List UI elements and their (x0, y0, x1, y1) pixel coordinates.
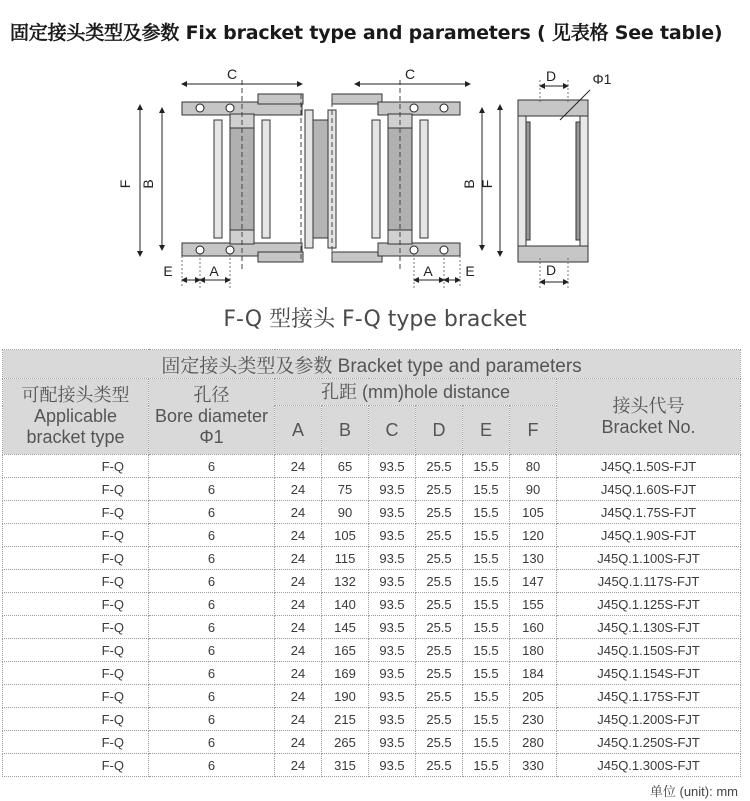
cell-bore: 6 (149, 731, 275, 754)
cell-c: 93.5 (369, 616, 416, 639)
cell-b: 115 (322, 547, 369, 570)
cell-c: 93.5 (369, 708, 416, 731)
cell-b: 105 (322, 524, 369, 547)
cell-b: 315 (322, 754, 369, 777)
table-row (3, 570, 741, 593)
cell-d: 25.5 (416, 478, 463, 501)
dim-label-c: C (226, 66, 238, 82)
cell-f: 330 (510, 754, 557, 777)
cell-f: 80 (510, 455, 557, 478)
cell-b: 75 (322, 478, 369, 501)
header-bracket-type: 可配接头类型 Applicable bracket type (3, 379, 149, 455)
cell-no: J45Q.1.200S-FJT (557, 708, 741, 731)
cell-b: 90 (322, 501, 369, 524)
header-bracket-no: 接头代号 Bracket No. (557, 379, 741, 455)
table-row (3, 754, 741, 777)
middle-link (258, 94, 382, 262)
cell-c: 93.5 (369, 731, 416, 754)
header-bore-diameter: 孔径 Bore diameter Φ1 (149, 379, 275, 455)
cell-b: 145 (322, 616, 369, 639)
cell-bore: 6 (149, 547, 275, 570)
cell-d: 25.5 (416, 731, 463, 754)
cell-bore: 6 (149, 662, 275, 685)
cell-no: J45Q.1.117S-FJT (557, 570, 741, 593)
cell-e: 15.5 (463, 593, 510, 616)
cell-bore: 6 (149, 639, 275, 662)
cell-bore: 6 (149, 524, 275, 547)
cell-e: 15.5 (463, 501, 510, 524)
dim-label-a: A (209, 263, 219, 279)
cell-type: F-Q (3, 501, 149, 524)
cell-a: 24 (275, 593, 322, 616)
cell-d: 25.5 (416, 524, 463, 547)
cell-e: 15.5 (463, 524, 510, 547)
cell-f: 155 (510, 593, 557, 616)
cell-a: 24 (275, 731, 322, 754)
table-row (3, 478, 741, 501)
cell-no: J45Q.1.154S-FJT (557, 662, 741, 685)
cell-a: 24 (275, 455, 322, 478)
cell-f: 90 (510, 478, 557, 501)
cell-a: 24 (275, 685, 322, 708)
header-e: E (463, 406, 510, 455)
dim-label-f: F (117, 179, 133, 189)
cell-f: 160 (510, 616, 557, 639)
cell-bore: 6 (149, 708, 275, 731)
cell-b: 190 (322, 685, 369, 708)
cell-bore: 6 (149, 616, 275, 639)
cell-e: 15.5 (463, 547, 510, 570)
cell-type: F-Q (3, 731, 149, 754)
header-f: F (510, 406, 557, 455)
table-row (3, 524, 741, 547)
cell-e: 15.5 (463, 478, 510, 501)
cell-c: 93.5 (369, 524, 416, 547)
cell-d: 25.5 (416, 455, 463, 478)
dim-label-e: E (163, 263, 173, 279)
cell-d: 25.5 (416, 570, 463, 593)
dim-label-d: D (545, 68, 557, 84)
cell-b: 140 (322, 593, 369, 616)
cell-a: 24 (275, 754, 322, 777)
cell-f: 130 (510, 547, 557, 570)
cell-b: 169 (322, 662, 369, 685)
cell-no: J45Q.1.90S-FJT (557, 524, 741, 547)
dim-label-e: E (465, 263, 475, 279)
cell-d: 25.5 (416, 662, 463, 685)
cell-c: 93.5 (369, 754, 416, 777)
cell-f: 105 (510, 501, 557, 524)
cell-a: 24 (275, 547, 322, 570)
cell-a: 24 (275, 478, 322, 501)
cell-no: J45Q.1.60S-FJT (557, 478, 741, 501)
cell-no: J45Q.1.50S-FJT (557, 455, 741, 478)
cell-a: 24 (275, 501, 322, 524)
cell-type: F-Q (3, 478, 149, 501)
cell-no: J45Q.1.300S-FJT (557, 754, 741, 777)
cell-bore: 6 (149, 754, 275, 777)
table-row (3, 455, 741, 478)
cell-a: 24 (275, 708, 322, 731)
header-a: A (275, 406, 322, 455)
table-row (3, 662, 741, 685)
cell-type: F-Q (3, 685, 149, 708)
dim-label-phi: Φ1 (592, 71, 612, 87)
cell-d: 25.5 (416, 593, 463, 616)
table-row (3, 639, 741, 662)
cell-bore: 6 (149, 593, 275, 616)
cell-c: 93.5 (369, 662, 416, 685)
cell-type: F-Q (3, 524, 149, 547)
cell-f: 180 (510, 639, 557, 662)
cell-d: 25.5 (416, 616, 463, 639)
cell-a: 24 (275, 616, 322, 639)
cell-c: 93.5 (369, 593, 416, 616)
cell-f: 184 (510, 662, 557, 685)
side-view (518, 100, 588, 262)
cell-c: 93.5 (369, 478, 416, 501)
dim-label-c: C (404, 66, 416, 82)
dim-label-f: F (479, 179, 495, 189)
cell-a: 24 (275, 524, 322, 547)
cell-type: F-Q (3, 754, 149, 777)
table-row (3, 685, 741, 708)
cell-no: J45Q.1.250S-FJT (557, 731, 741, 754)
cell-bore: 6 (149, 501, 275, 524)
cell-d: 25.5 (416, 708, 463, 731)
dim-label-b: B (140, 179, 156, 189)
cell-e: 15.5 (463, 455, 510, 478)
cell-c: 93.5 (369, 639, 416, 662)
cell-e: 15.5 (463, 685, 510, 708)
cell-type: F-Q (3, 593, 149, 616)
cell-type: F-Q (3, 455, 149, 478)
unit-note: 单位 (unit): mm (649, 784, 738, 799)
cell-b: 65 (322, 455, 369, 478)
cell-e: 15.5 (463, 570, 510, 593)
cell-e: 15.5 (463, 616, 510, 639)
cell-a: 24 (275, 639, 322, 662)
table-main-header: 固定接头类型及参数 Bracket type and parameters (3, 350, 741, 379)
cell-type: F-Q (3, 570, 149, 593)
cell-bore: 6 (149, 570, 275, 593)
cell-c: 93.5 (369, 547, 416, 570)
cell-bore: 6 (149, 478, 275, 501)
cell-e: 15.5 (463, 662, 510, 685)
cell-e: 15.5 (463, 639, 510, 662)
cell-e: 15.5 (463, 754, 510, 777)
cell-f: 205 (510, 685, 557, 708)
cell-bore: 6 (149, 455, 275, 478)
dim-label-b: B (461, 179, 477, 189)
cell-c: 93.5 (369, 570, 416, 593)
right-bracket (372, 102, 460, 256)
cell-type: F-Q (3, 708, 149, 731)
cell-no: J45Q.1.75S-FJT (557, 501, 741, 524)
cell-no: J45Q.1.150S-FJT (557, 639, 741, 662)
cell-a: 24 (275, 570, 322, 593)
dim-label-a: A (423, 263, 433, 279)
cell-e: 15.5 (463, 708, 510, 731)
cell-f: 280 (510, 731, 557, 754)
table-row (3, 547, 741, 570)
cell-d: 25.5 (416, 685, 463, 708)
cell-d: 25.5 (416, 639, 463, 662)
page-title: 固定接头类型及参数 Fix bracket type and parameters ( 见表格 See table) (10, 22, 723, 44)
cell-b: 165 (322, 639, 369, 662)
bracket-diagram (0, 50, 750, 300)
table-row (3, 616, 741, 639)
cell-no: J45Q.1.175S-FJT (557, 685, 741, 708)
table-row (3, 501, 741, 524)
cell-c: 93.5 (369, 501, 416, 524)
parameters-table (2, 349, 741, 777)
cell-c: 93.5 (369, 455, 416, 478)
cell-type: F-Q (3, 639, 149, 662)
cell-d: 25.5 (416, 754, 463, 777)
cell-e: 15.5 (463, 731, 510, 754)
cell-no: J45Q.1.130S-FJT (557, 616, 741, 639)
cell-a: 24 (275, 662, 322, 685)
table-row (3, 731, 741, 754)
dim-label-d: D (545, 262, 557, 278)
cell-d: 25.5 (416, 501, 463, 524)
cell-bore: 6 (149, 685, 275, 708)
cell-c: 93.5 (369, 685, 416, 708)
cell-type: F-Q (3, 616, 149, 639)
cell-no: J45Q.1.125S-FJT (557, 593, 741, 616)
cell-f: 147 (510, 570, 557, 593)
cell-d: 25.5 (416, 547, 463, 570)
cell-type: F-Q (3, 547, 149, 570)
table-row (3, 593, 741, 616)
header-hole-distance: 孔距 (mm)hole distance (275, 379, 557, 406)
cell-f: 230 (510, 708, 557, 731)
table-row (3, 708, 741, 731)
cell-b: 132 (322, 570, 369, 593)
header-d: D (416, 406, 463, 455)
header-c: C (369, 406, 416, 455)
cell-no: J45Q.1.100S-FJT (557, 547, 741, 570)
header-b: B (322, 406, 369, 455)
cell-type: F-Q (3, 662, 149, 685)
cell-b: 265 (322, 731, 369, 754)
diagram-caption: F-Q 型接头 F-Q type bracket (223, 307, 527, 332)
cell-f: 120 (510, 524, 557, 547)
cell-b: 215 (322, 708, 369, 731)
